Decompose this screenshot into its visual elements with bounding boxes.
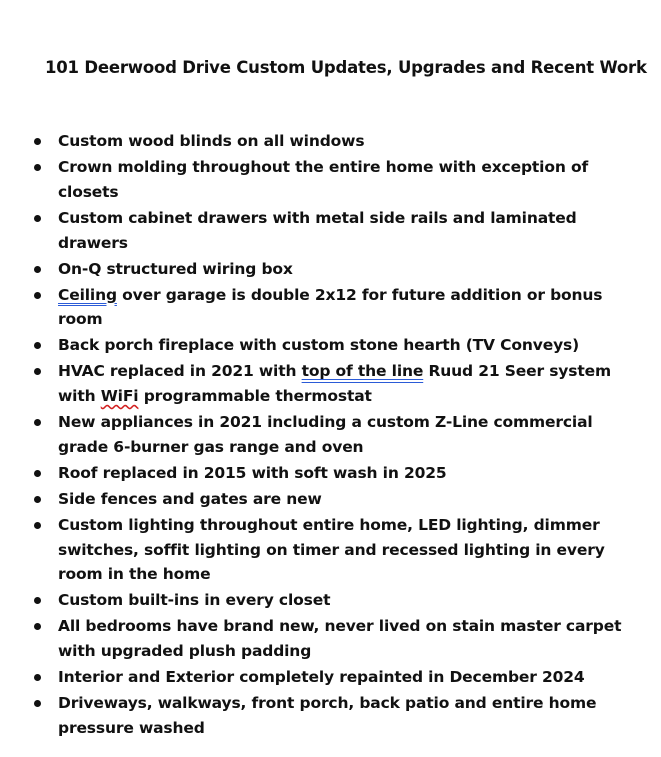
bullet-icon [34,419,41,426]
item-text: Roof replaced in 2015 with soft wash in 2025 [58,463,447,482]
bullet-icon [34,623,41,630]
item-text: HVAC replaced in 2021 with [58,362,302,381]
item-text: On-Q structured wiring box [58,259,293,278]
item-text: Custom wood blinds on all windows [58,132,365,150]
item-text: Custom lighting throughout entire home, LED lighting, dimmer switches, soffit lighting on timer and recessed lighting in every room in the home [58,515,605,584]
bullet-icon [34,700,41,707]
bullet-icon [34,470,41,477]
list-item [0,359,661,409]
bullet-icon [34,215,41,222]
item-text: over garage is double 2x12 for future addition or bonus room [58,285,603,329]
spelling-marked-word[interactable]: WiFi [100,387,139,406]
item-text: programmable thermostat [138,387,372,406]
bullet-icon [34,266,41,273]
list-item [0,410,661,460]
list-item [0,206,661,256]
grammar-marked-phrase[interactable]: top of the line [301,362,424,381]
bullet-icon [34,164,41,171]
list-item [0,614,661,664]
list-item [0,487,661,512]
list-item [0,691,661,741]
list-item [0,155,661,205]
bullet-icon [34,674,41,681]
list-item [0,588,661,613]
list-item [0,129,661,154]
bullet-icon [34,496,41,503]
item-text: Ruud 21 Seer system with [58,362,611,406]
item-text: Custom cabinet drawers with metal side rails and laminated drawers [58,208,577,252]
item-text: Side fences and gates are new [58,489,322,508]
bullet-icon [34,342,41,349]
document-title: 101 Deerwood Drive Custom Updates, Upgrades and Recent Work [45,58,647,77]
item-text: All bedrooms have brand new, never lived on stain master carpet with upgraded plush padding [58,617,622,661]
bullet-icon [34,138,41,145]
list-item [0,257,661,282]
updates-list [0,129,661,742]
grammar-marked-word[interactable]: Ceiling [58,285,117,304]
list-item [0,333,661,358]
bullet-icon [34,522,41,529]
item-text: Crown molding throughout the entire home with exception of closets [58,157,589,201]
item-text: Back porch fireplace with custom stone hearth (TV Conveys) [58,336,580,355]
item-text: New appliances in 2021 including a custom Z-Line commercial grade 6-burner gas range and oven [58,413,593,456]
item-text: Interior and Exterior completely repainted in December 2024 [58,668,585,687]
list-item [0,665,661,690]
item-text: Custom built-ins in every closet [58,591,331,610]
bullet-icon [34,368,41,375]
item-text: Driveways, walkways, front porch, back patio and entire home pressure washed [58,694,597,737]
list-item [0,283,661,333]
bullet-icon [34,597,41,604]
list-item [0,513,661,587]
list-item [0,461,661,486]
bullet-icon [34,292,41,299]
